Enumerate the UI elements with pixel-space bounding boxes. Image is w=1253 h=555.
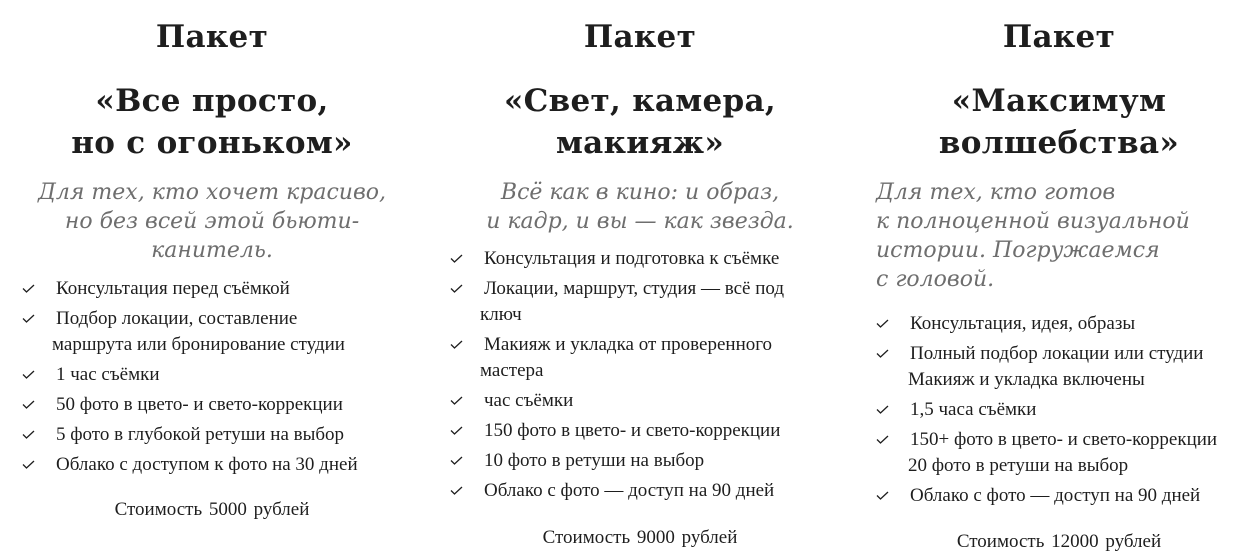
description-line: с головой. (876, 267, 995, 292)
description-line: но без всей этой бьюти- (64, 209, 360, 234)
check-icon (450, 284, 463, 293)
feature-item (440, 417, 840, 444)
feature-text: 1 час съёмки (56, 364, 160, 385)
feature-item (440, 447, 840, 474)
feature-item (440, 275, 840, 302)
price: Стоимость 12000 рублей (956, 531, 1162, 552)
feature-item (866, 340, 1252, 367)
feature-item (866, 310, 1252, 337)
package-label: Пакет (583, 19, 697, 55)
package-name-line-1: «Все просто, (95, 83, 329, 119)
feature-text: 50 фото в цвето- и свето-коррекции (56, 394, 343, 415)
feature-text: час съёмки (484, 390, 574, 411)
package-card-3 (866, 0, 1252, 555)
package-label: Пакет (1002, 19, 1116, 55)
feature-text: Облако с фото — доступ на 90 дней (484, 480, 775, 501)
description-line: и кадр, и вы — как звезда. (486, 209, 794, 234)
feature-text: Локации, маршрут, студия — всё под (484, 278, 785, 299)
check-icon (450, 426, 463, 435)
check-icon (876, 435, 889, 444)
package-name-line-2: макияж» (555, 125, 725, 161)
feature-text: мастера (480, 360, 544, 381)
feature-text: Консультация и подготовка к съёмке (484, 248, 780, 269)
feature-item (12, 305, 412, 332)
feature-item-continued (440, 301, 840, 328)
feature-item-continued (12, 331, 412, 358)
feature-item-continued (440, 357, 840, 384)
feature-item (12, 361, 412, 388)
check-icon (876, 405, 889, 414)
check-icon (876, 319, 889, 328)
feature-item (12, 451, 412, 478)
check-icon (22, 370, 35, 379)
check-icon (22, 284, 35, 293)
check-icon (22, 460, 35, 469)
feature-item (866, 396, 1252, 423)
package-card-2 (440, 0, 840, 551)
check-icon (450, 486, 463, 495)
package-name-line-2: но с огоньком» (71, 125, 353, 161)
feature-list (12, 275, 412, 478)
feature-list (866, 310, 1252, 509)
package-card-1 (12, 0, 412, 523)
feature-item (12, 391, 412, 418)
feature-text: Облако с фото — доступ на 90 дней (910, 485, 1201, 506)
check-icon (22, 430, 35, 439)
package-name-line-1: «Свет, камера, (504, 83, 776, 119)
feature-text: маршрута или бронирование студии (52, 334, 345, 355)
feature-list (440, 245, 840, 504)
description-line: истории. Погружаемся (876, 238, 1160, 263)
feature-text: Консультация, идея, образы (910, 313, 1136, 334)
check-icon (450, 456, 463, 465)
feature-item (440, 245, 840, 272)
description-line: Для тех, кто готов (876, 180, 1116, 205)
package-description (866, 178, 1252, 294)
feature-item (440, 387, 840, 414)
feature-item (866, 482, 1252, 509)
price: Стоимость 5000 рублей (114, 499, 310, 520)
feature-text: 10 фото в ретуши на выбор (484, 450, 705, 471)
feature-text: Подбор локации, составление (56, 308, 298, 329)
feature-text: 150+ фото в цвето- и свето-коррекции (910, 429, 1218, 450)
check-icon (22, 314, 35, 323)
description-line: Всё как в кино: и образ, (500, 180, 780, 205)
feature-item (12, 275, 412, 302)
check-icon (876, 349, 889, 358)
check-icon (450, 254, 463, 263)
feature-item (866, 426, 1252, 453)
feature-item (440, 331, 840, 358)
description-line: канитель. (151, 238, 273, 263)
package-description (440, 178, 840, 236)
package-description (12, 178, 412, 265)
feature-item (440, 477, 840, 504)
check-icon (876, 491, 889, 500)
feature-text: ключ (480, 304, 522, 325)
feature-text: Консультация перед съёмкой (56, 278, 290, 299)
feature-text: 1,5 часа съёмки (910, 399, 1037, 420)
feature-item (12, 421, 412, 448)
feature-text: Облако с доступом к фото на 30 дней (56, 454, 358, 475)
package-name-line-2: волшебства» (938, 125, 1180, 161)
feature-text: Макияж и укладка от проверенного (484, 334, 773, 355)
check-icon (450, 396, 463, 405)
feature-text: 150 фото в цвето- и свето-коррекции (484, 420, 781, 441)
package-label: Пакет (155, 19, 269, 55)
feature-text: 5 фото в глубокой ретуши на выбор (56, 424, 345, 445)
check-icon (450, 340, 463, 349)
check-icon (22, 400, 35, 409)
package-name-line-1: «Максимум (951, 83, 1167, 119)
feature-item-continued (866, 366, 1252, 393)
feature-text: Полный подбор локации или студии (910, 343, 1204, 364)
description-line: Для тех, кто хочет красиво, (37, 180, 387, 205)
feature-item-continued (866, 452, 1252, 479)
feature-text: 20 фото в ретуши на выбор (908, 455, 1129, 476)
description-line: к полноценной визуальной (876, 209, 1190, 234)
feature-text: Макияж и укладка включены (908, 369, 1145, 390)
price: Стоимость 9000 рублей (542, 527, 738, 548)
